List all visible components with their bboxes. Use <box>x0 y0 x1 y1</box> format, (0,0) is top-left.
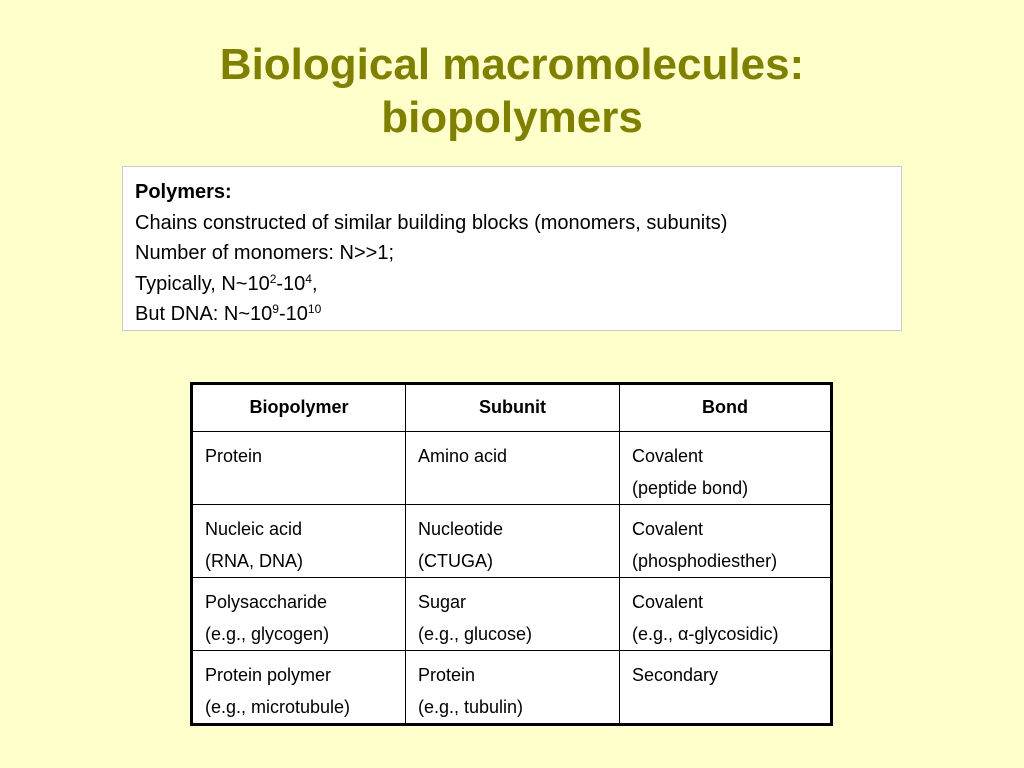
table-cell <box>406 651 620 725</box>
table-row <box>192 432 832 505</box>
cell-line: (e.g., microtubule) <box>205 697 351 717</box>
table-row <box>192 651 832 725</box>
table-cell <box>406 578 620 651</box>
table-cell <box>620 578 832 651</box>
table-header-row <box>192 384 832 432</box>
cell-line: Covalent <box>632 519 704 539</box>
header-bond: Bond <box>620 384 832 432</box>
definition-heading: Polymers: <box>135 181 232 203</box>
cell-line: Nucleic acid <box>205 519 303 539</box>
cell-line: (peptide bond) <box>632 478 749 498</box>
biopolymer-table <box>190 382 833 726</box>
table-cell <box>620 432 832 505</box>
header-biopolymer: Biopolymer <box>192 384 406 432</box>
typical-prefix: Typically, N~10 <box>135 272 270 295</box>
dna-exponent-1: 9 <box>272 302 279 316</box>
table-cell <box>192 432 406 505</box>
table-cell <box>406 432 620 505</box>
dna-prefix: But DNA: N~10 <box>135 303 273 325</box>
definition-line-monomers: Number of monomers: N>>1; <box>135 242 394 264</box>
typical-suffix: , <box>311 272 318 295</box>
slide-title-line-2: biopolymers <box>381 93 643 142</box>
definition-line-typical <box>135 269 889 300</box>
header-subunit: Subunit <box>406 384 620 432</box>
typical-exponent-1: 2 <box>269 271 277 286</box>
slide-title <box>0 38 1024 144</box>
typical-exponent-2: 4 <box>305 271 312 286</box>
cell-line: Covalent <box>632 446 704 466</box>
table-cell <box>192 505 406 578</box>
cell-line: (e.g., α-glycosidic) <box>632 624 779 644</box>
dna-exponent-2: 10 <box>307 302 322 316</box>
cell-line: Nucleotide <box>418 519 504 539</box>
cell-line: (CTUGA) <box>418 551 493 571</box>
cell-line: Protein polymer <box>205 665 332 685</box>
polymer-definition-box <box>122 166 902 331</box>
cell-line: Polysaccharide <box>205 592 328 612</box>
table-row <box>192 505 832 578</box>
cell-line: (e.g., glycogen) <box>205 624 330 644</box>
slide-title-line-1: Biological macromolecules: <box>219 40 805 89</box>
dna-mid: -10 <box>278 303 308 325</box>
cell-line: (RNA, DNA) <box>205 551 303 571</box>
cell-line: (phosphodiesther) <box>632 551 778 571</box>
cell-line: (e.g., glucose) <box>418 624 533 644</box>
cell-line: Protein <box>205 446 263 466</box>
cell-line: (e.g., tubulin) <box>418 697 524 717</box>
cell-line: Sugar <box>418 592 467 612</box>
typical-mid: -10 <box>276 272 306 295</box>
cell-line: Secondary <box>632 665 719 685</box>
definition-line-dna <box>135 299 889 330</box>
cell-line: Covalent <box>632 592 704 612</box>
cell-line: Protein <box>418 665 476 685</box>
table-cell <box>192 578 406 651</box>
definition-line-chains: Chains constructed of similar building blocks (monomers, subunits) <box>135 211 728 234</box>
table-cell <box>406 505 620 578</box>
table-cell <box>192 651 406 725</box>
table-row <box>192 578 832 651</box>
table-cell <box>620 651 832 725</box>
table-cell <box>620 505 832 578</box>
cell-line: Amino acid <box>418 446 508 466</box>
